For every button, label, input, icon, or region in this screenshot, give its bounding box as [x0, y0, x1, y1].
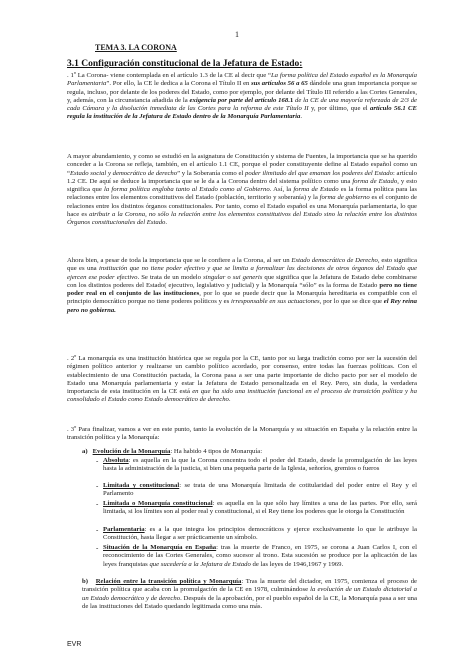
paragraph-2 — [67, 153, 417, 227]
bullet-label: Situación de la Monarquía en España — [103, 544, 217, 551]
text-run: . — [228, 396, 231, 404]
section-heading: 3.1 Configuración constitucional de la Jefatura de Estado: — [67, 59, 303, 69]
title-row — [67, 43, 427, 53]
text-run: . 1º La Corona- viene contemplada en el artículo 1.3 de la CE al decir que “ — [67, 72, 271, 79]
text-run: exigencia por parte del artículo 168 — [189, 96, 289, 104]
bullet-text-italic: que sucedería a la Jefatura de Estado — [149, 560, 251, 568]
bullet-label: Limitada o Monarquía constitucional — [103, 500, 213, 507]
text-run: atribuir a la Corona, no sólo la relación entre los elementos constitutivos del Estado sino la relación entre los distintos Órganos constitucionales del Estado — [67, 210, 418, 226]
text-run: Estado social y democrático de derecho — [69, 169, 178, 177]
list-item-text-italic: la evolución de un Estado dictatorial a un Estado democrático y de derecho — [82, 586, 417, 602]
text-run: , esto significa que es una — [67, 257, 417, 273]
bullet-text: : tras la muerte de Franco, en 1975, se corona a Juan Carlos I, con el reconocimiento de las Cortes Generales, como sucesor al trono. Esta sucesión se produce por la aplicación de las leyes franquistas — [103, 544, 418, 568]
footer-initials: EVR — [67, 641, 82, 648]
document-title: TEMA 3. LA CORONA — [95, 43, 177, 52]
text-run: ”. Por ello, la CE le dedica a la Corona el Título II en — [106, 80, 252, 88]
text-run: poder ilimitado del que emanan los poderes del Estado — [245, 169, 393, 177]
list-item-label: Evolución de la Monarquía — [92, 448, 171, 455]
text-run: ” y la Soberanía como el — [177, 169, 245, 177]
text-run: La forma política del Estado español es la Monarquía Parlamentaria — [67, 72, 417, 88]
text-run: artículo 56.1 CE regula la institución de la Jefatura de Estado dentro de la Monarquía Parlamentaria — [67, 105, 417, 121]
bullet-label: Limitada y constitucional — [103, 482, 180, 489]
text-run: forma de Estado — [352, 177, 398, 185]
bullet-item — [103, 457, 417, 474]
text-run: forma de gobierno — [319, 194, 370, 202]
text-run: la forma política engloba tanto al Estado como al Gobierno — [104, 186, 270, 193]
bullet-text: : se trata de una Monarquía limitada de cotitularidad del poder entre el Rey y el Parlamento — [103, 482, 418, 498]
text-run: . 2º La monarquía es una institución histórica que se regula por la CE, tanto por su larga tradición como por ser la sucesión del régimen político anterior y realizarse un cambio político acordado, por consenso, entre todas las fuerzas políticas. Con el establecimiento de una Constitución pactada, la Corona pasa a ser una parte importante de dicho pacto por ser el modelo de Estado una Monarquía parlamentaria y estar la Jefatura de Estado personalizada en el Rey. Pero, sin duda, la verdadera importancia de esta institución en la CE está — [67, 355, 417, 395]
text-run: de la CE de una mayoría reforzada de 2/3 de cada Cámara y la disolución inmediata de las Cortes para la reforma de este Título II — [67, 96, 418, 112]
list-item-a — [82, 448, 417, 456]
text-run: o — [225, 273, 233, 281]
text-run: sui generis — [232, 273, 263, 281]
text-run: institución que no tiene poder efectivo y que se limita a formalizar las decisiones de otros órganos del Estado que ejercen ese poder efectivo — [67, 265, 417, 281]
text-run: , por lo que se dice que — [319, 298, 384, 306]
text-run: . — [165, 219, 168, 226]
list-item-text: . Después de la aprobación, por el pueblo español de la CE, la Monarquía pasa a ser una de las instituciones del Estado quedando legitimada como una más. — [82, 594, 417, 610]
text-run: : artículo 1.2 CE. De aquí se deduce la importancia que se le da a la Corona dentro del sistema político como una — [67, 169, 417, 185]
bullet-text: : es aquella en la que la Corona concentra todo el poder del Estado, desde la promulgación de las leyes hasta la administración de la justicia, si bien una pequeña parte de la Iglesia, señoríos, gremios o fueros — [103, 457, 417, 473]
text-run: es la forma política para las relaciones entre los elementos constitutivos del Estado (población, territorio y soberanía) y la — [67, 186, 418, 202]
page-number: 1 — [235, 30, 239, 39]
text-run: y, por último, que el — [308, 105, 371, 112]
bullet-marker: - — [96, 526, 99, 534]
list-item-text: : Tras la muerte del dictador, en 1975, comienza el proceso de transición política que acaba con la promulgación de la CE en 1978, culminándose — [82, 578, 418, 594]
bullet-item — [103, 526, 417, 543]
text-run: dándole una gran importancia porque se regula, incluso, por delante de los poderes del Estado, como por ejemplo, por delante del Título III referido a las Cortes Generales, y, además, con la circunstancia añadida de la — [67, 80, 417, 104]
bullet-marker: - — [96, 482, 99, 490]
paragraph-3 — [67, 257, 417, 315]
bullet-marker: - — [96, 544, 99, 552]
bullet-item — [103, 544, 417, 569]
text-run: forma de Estado — [293, 186, 339, 193]
bullet-item — [103, 482, 417, 499]
bullet-label: Absoluta — [103, 457, 129, 464]
list-item-b — [82, 578, 417, 611]
bullet-marker: - — [96, 457, 99, 465]
text-run: , por lo que se puede decir que la Monarquía hereditaria es compatible con el principio democrático porque no tiene poderes políticos y es — [67, 290, 417, 306]
text-run: Ahora bien, a pesar de toda la importancia que se le confiere a la Corona, al ser un — [67, 257, 292, 264]
text-run: , y esto significa que — [67, 177, 417, 193]
paragraph-1 — [67, 72, 417, 122]
list-item-label: Relación entre la transición política y Monarquía — [95, 578, 242, 585]
paragraph-4 — [67, 355, 417, 405]
text-run: pero no tiene poder real en el conjunto de las instituciones — [67, 281, 417, 297]
bullet-text: : es a la que integra los principios democráticos y ejerce exclusivamente lo que le atribuye la Constitución, hasta llegar a ser prácticamente un símbolo. — [103, 526, 417, 542]
bullet-label: Parlamentaria — [103, 526, 145, 533]
text-run: A mayor abundamiento, y como se estudió en la asignatura de Constitución y sistema de Fuentes, la importancia que se ha querido conceder a la Corona se refleja, también, en el artículo 1.1 CE, porque el poder constituyente define al Estado español como un “ — [67, 153, 417, 177]
bullet-marker: - — [96, 500, 99, 508]
text-run: sus artículos 56 a 65 — [251, 80, 308, 88]
paragraph-5 — [67, 426, 417, 443]
text-run: Estado democrático de Derecho — [291, 257, 378, 264]
bullet-text: : es aquella en la que sólo hay límites a una de las partes. Por ello, será limitada, si los límites son al poder real y constitucional, si el Rey tiene los poderes que le otorga la Constitución — [103, 500, 417, 516]
list-marker: b) — [82, 578, 88, 585]
text-run: el Rey reina pero no gobierna. — [67, 298, 418, 314]
text-run: . Así, la — [269, 186, 294, 193]
text-run: irresponsable en sus actuaciones — [231, 298, 320, 306]
bullet-text: de las leyes de 1946,1967 y 1969. — [250, 560, 344, 568]
text-run: . — [300, 113, 303, 121]
text-run: en que ha sido una institución funcional en el proceso de transición política y ha consolidado el Estado como Estado democrático de derecho — [67, 388, 417, 404]
text-run: . Se trata de un modelo — [137, 273, 204, 281]
bullet-item — [103, 500, 417, 517]
text-run: .1 — [288, 96, 296, 104]
text-run: singular — [203, 273, 226, 281]
list-item-text: : Ha habido 4 tipos de Monarquía: — [170, 448, 263, 455]
text-run: . 3º Para finalizar, vamos a ver en este punto, tanto la evolución de la Monarquía y su situación en España y la relación entre la transición política y la Monarquía: — [67, 426, 417, 442]
text-run: es el conjunto de relaciones entre los distintos órganos constitucionales. Por tanto, como el Estado español es una Monarquía parlamentaria, lo que hace es — [67, 194, 417, 218]
text-run: que significa que la Jefatura de Estado debe combinarse con los distintos poderes del Estado( ejecutivo, legislativo y judicial) y la Monarquía “sólo” es la forma de Estado — [67, 273, 418, 289]
list-marker: a) — [82, 448, 88, 455]
